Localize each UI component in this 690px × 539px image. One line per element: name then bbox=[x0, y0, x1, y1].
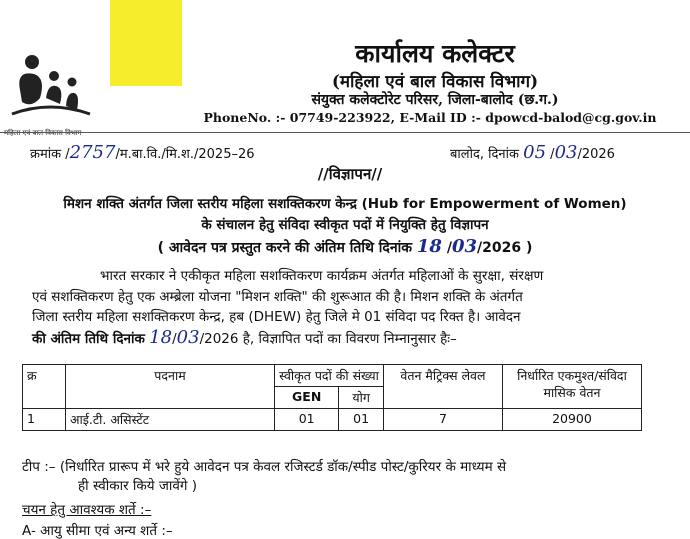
notice-heading-line1: मिशन शक्ति अंतर्गत जिला स्तरीय महिला सशक्तिकरण केन्द्र (Hub for Empowerment of Women) bbox=[63, 196, 627, 212]
row-post: आई.टी. असिस्टेंट bbox=[66, 409, 275, 431]
row-salary: 20900 bbox=[502, 409, 641, 431]
col-sanctioned: स्वीकृत पदों की संख्या bbox=[275, 365, 384, 387]
contact-info: PhoneNo. :- 07749-223922, E-Mail ID :- dpowcd-balod@cg.gov.in bbox=[203, 110, 657, 125]
letter-date: बालोद, दिनांक 05 /03/2026 bbox=[450, 142, 615, 163]
note-line-2: ही स्वीकार किये जावेंगे ) bbox=[78, 478, 198, 494]
para-line-3: जिला स्तरीय महिला सशक्तिकरण केन्द्र, हब (DHEW) हेतु जिले मे 01 संविदा पद रिक्त है। आवेदन bbox=[32, 309, 521, 325]
deadline-line: ( आवेदन पत्र प्रस्तुत करने की अंतिम तिथि दिनांक 18 /03/2026 ) bbox=[157, 236, 533, 257]
col-salary: निर्धारित एकमुश्त/संविदा मासिक वेतन bbox=[502, 365, 641, 409]
col-pay-level: वेतन मैट्रिक्स लेवल bbox=[383, 365, 502, 409]
deadline-prefix: ( आवेदन पत्र प्रस्तुत करने की अंतिम तिथि दिनांक bbox=[157, 240, 413, 256]
para-line-4: की अंतिम तिथि दिनांक 18/03/2026 है, विज्ञापित पदों का विवरण निम्नानुसार हैः– bbox=[32, 326, 457, 348]
posts-table bbox=[22, 364, 642, 431]
para-deadline-month: 03 bbox=[176, 326, 200, 348]
date-year: /2026 bbox=[577, 147, 615, 162]
department-name: (महिला एवं बाल विकास विभाग) bbox=[331, 72, 539, 92]
conditions-heading: चयन हेतु आवश्यक शर्ते :– bbox=[22, 502, 152, 518]
col-post: पदनाम bbox=[66, 365, 275, 409]
col-gen: GEN bbox=[275, 387, 339, 409]
conditions-subheading: A- आयु सीमा एवं अन्य शर्ते :– bbox=[22, 523, 173, 539]
sticky-note bbox=[110, 0, 182, 86]
col-total: योग bbox=[339, 387, 384, 409]
para-line-1: भारत सरकार ने एकीकृत महिला सशक्तिकरण कार्यक्रम अंतर्गत महिलाओं के सुरक्षा, संरक्षण bbox=[100, 268, 544, 284]
row-gen: 01 bbox=[275, 409, 339, 431]
row-sno: 1 bbox=[23, 409, 66, 431]
notice-heading-line2: के संचालन हेतु संविदा स्वीकृत पदों में नियुक्ति हेतु विज्ञापन bbox=[201, 217, 489, 233]
logo-caption: महिला एवं बाल विकास विभाग bbox=[4, 129, 82, 137]
notice-label: //विज्ञापन// bbox=[317, 165, 383, 183]
row-pay-level: 7 bbox=[383, 409, 502, 431]
para-deadline-day: 18 bbox=[149, 326, 173, 348]
department-logo bbox=[10, 48, 92, 130]
note-line-1: टीप :– (निर्धारित प्रारूप में भरे हुये आवेदन पत्र केवल रजिस्टर्ड डॉक/स्पीड पोस्ट/कुरियर के माध्यम से bbox=[22, 459, 507, 475]
para-deadline-prefix: की अंतिम तिथि दिनांक bbox=[32, 330, 145, 347]
office-title: कार्यालय कलेक्टर bbox=[355, 39, 515, 68]
note-block bbox=[22, 458, 672, 496]
intro-paragraph bbox=[32, 266, 672, 349]
date-day: 05 bbox=[523, 142, 547, 163]
date-month: 03 bbox=[554, 142, 578, 163]
office-address: संयुक्त कलेक्टोरेट परिसर, जिला-बालोद (छ.ग.) bbox=[311, 92, 559, 108]
para-deadline-suffix: /2026 है, विज्ञापित पदों का विवरण निम्नानुसार हैः– bbox=[199, 330, 457, 347]
reference-number: क्रमांक /2757/म.बा.वि./मि.श./2025–26 bbox=[30, 142, 255, 163]
kramank-handwritten: 2757 bbox=[69, 142, 116, 163]
office-code: /म.बा.वि./मि.श./2025–26 bbox=[115, 147, 255, 162]
row-total: 01 bbox=[339, 409, 384, 431]
kramank-label: क्रमांक bbox=[30, 147, 62, 162]
header-divider bbox=[0, 132, 690, 133]
deadline-suffix: /2026 ) bbox=[477, 240, 533, 256]
place-date-label: बालोद, दिनांक bbox=[450, 147, 519, 162]
col-sno: क्र bbox=[23, 365, 66, 409]
table-row bbox=[23, 409, 642, 431]
para-line-2: एवं सशक्तिकरण हेतु एक अम्ब्रेला योजना "मिशन शक्ति" की शुरूआत की है। मिशन शक्ति के अंतर्गत bbox=[32, 288, 523, 305]
deadline-month: 03 bbox=[451, 236, 478, 257]
deadline-day: 18 bbox=[416, 236, 442, 257]
